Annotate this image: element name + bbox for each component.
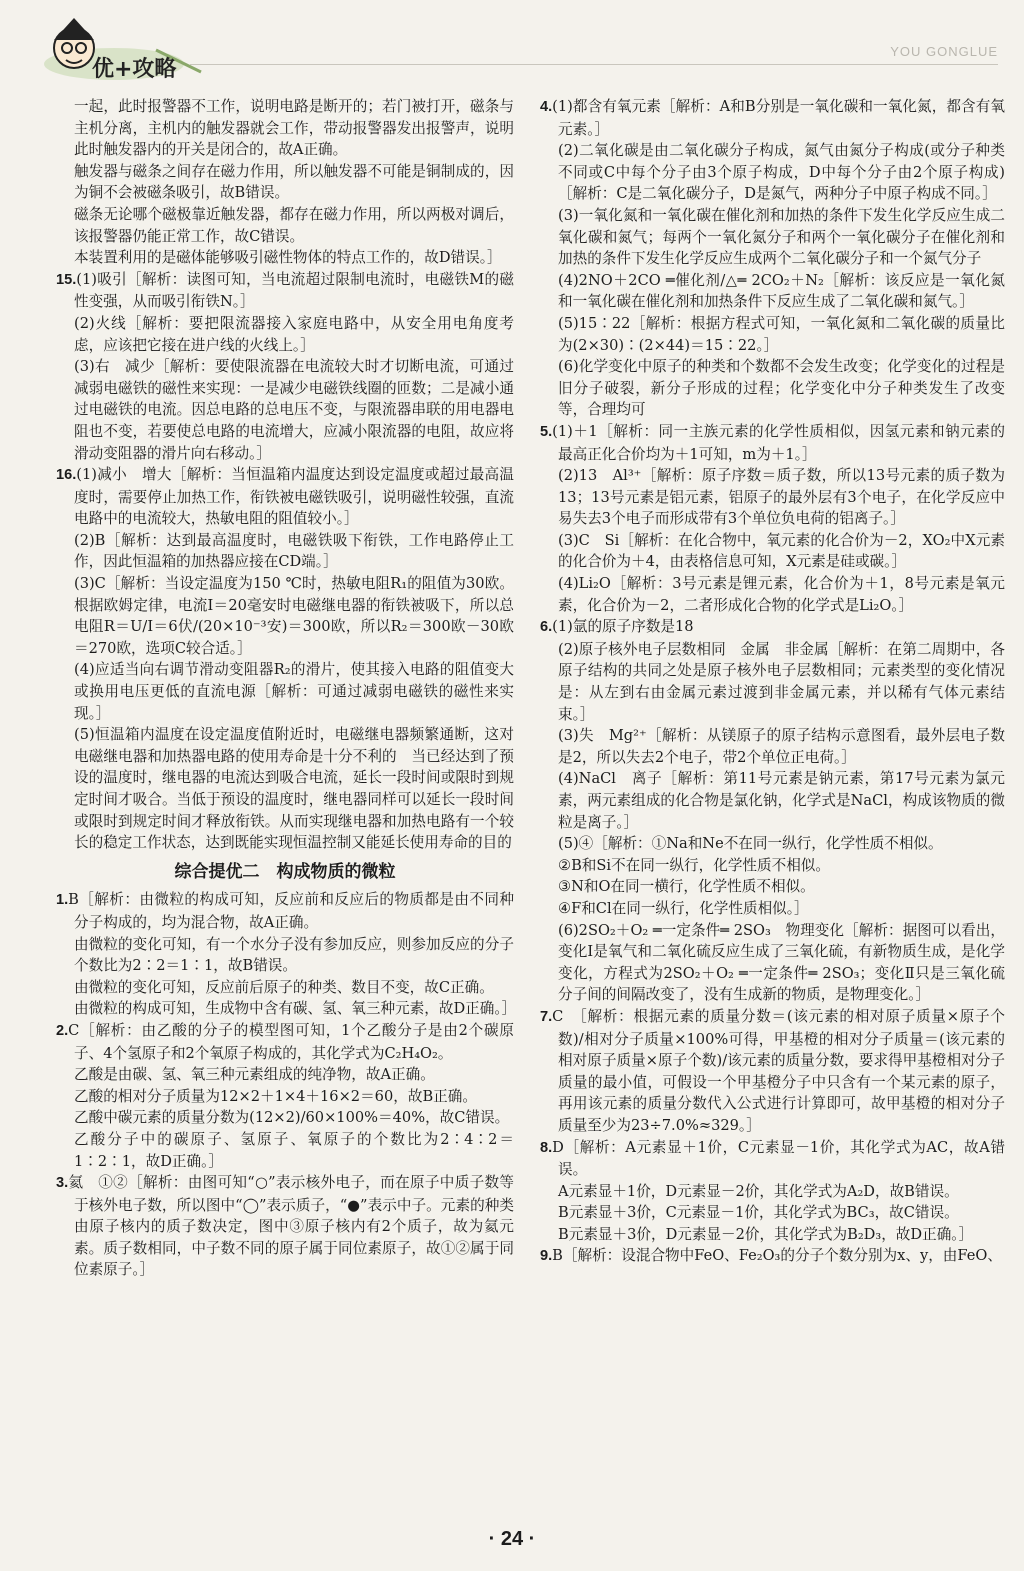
q6-text: (4)NaCl 离子［解析：第11号元素是钠元素，第17号元素为氯元素，两元素组成的化合物是氯化钠，化学式是NaCl，构成该物质的微粒是离子。］ <box>558 770 1005 831</box>
q6-text: ③N和O在同一横行，化学性质不相似。 <box>558 878 815 896</box>
question-3 <box>56 1172 514 1281</box>
question-number: 4. <box>540 99 553 115</box>
q15-text: (2)火线［解析：要把限流器接入家庭电路中，从安全用电角度考虑，应该把它接在进户线的火线上。］ <box>74 314 514 354</box>
question-6 <box>540 616 1005 639</box>
q6-text: (6)2SO₂＋O₂ ═一定条件═ 2SO₃ 物理变化［解析：据图可以看出，变化Ⅰ是氧气和二氧化硫反应生成了三氧化硫，有新物质生成，是化学变化，方程式为2SO₂＋O₂ ═一定条件═ 2SO₃；变化Ⅱ只是三氧化硫分子间的间隔改变了，没有生成新的物质，是物理变化。］ <box>558 921 1005 1004</box>
question-number: 15. <box>56 271 77 288</box>
header-right-text: YOU GONGLUE <box>890 44 998 59</box>
question-7 <box>540 1006 1005 1137</box>
question-2 <box>56 1020 514 1064</box>
q1-text: B［解析：由微粒的构成可知，反应前和反应后的物质都是由不同种分子构成的，均为混合物，故A正确。 <box>68 891 514 931</box>
q9-text: B［解析：设混合物中FeO、Fe₂O₃的分子个数分别为x、y，由FeO、 <box>552 1247 1002 1265</box>
q14-text: 本装置利用的是磁体能够吸引磁性物体的特点工作的，故D错误。］ <box>74 249 502 267</box>
q5-text: (3)C Si［解析：在化合物中，氧元素的化合价为－2，XO₂中X元素的化合价为＋4，由表格信息可知，X元素是硅或碳。］ <box>558 531 1005 571</box>
q4-text: (6)化学变化中原子的种类和个数都不会发生改变；化学变化的过程是旧分子破裂，新分子形成的过程；化学变化中分子种类发生了改变等，合理均可 <box>558 358 1005 419</box>
q16-text: (3)C［解析：当设定温度为150 ℃时，热敏电阻R₁的阻值为30欧。根据欧姆定律，电流I＝20毫安时电磁继电器的衔铁被吸下，所以总电阻R＝U/I＝6伏/(20×10⁻³安)＝300欧，所以R₂＝300欧－30欧＝270欧，选项C较合适。］ <box>74 575 514 657</box>
q5-text: (2)13 Al³⁺［解析：原子序数＝质子数，所以13号元素的质子数为13；13号元素是铝元素，铝原子的最外层有3个电子，在化学反应中易失去3个电子而形成带有3个单位负电荷的铝离子。］ <box>558 467 1005 528</box>
q5-text: (4)Li₂O［解析：3号元素是锂元素，化合价为＋1，8号元素是氧元素，化合价为－2，二者形成化合物的化学式是Li₂O。］ <box>558 575 1005 614</box>
q4-text: (4)2NO＋2CO ═催化剂/△═ 2CO₂＋N₂［解析：该反应是一氧化氮和一氧化碳在催化剂和加热条件下反应生成了二氧化碳和氮气。］ <box>558 271 1005 311</box>
q3-text: 氦 ①②［解析：由图可知“○”表示核外电子，而在原子中质子数等于核外电子数，所以图中“◯”表示质子，“●”表示中子。元素的种类由原子核内的质子数决定，图中③原子核内有2个质子，故为氦元素。质子数相同，中子数不同的原子属于同位素原子，故①②属于同位素原子。］ <box>68 1174 514 1279</box>
question-4 <box>540 96 1005 140</box>
question-number: 3. <box>56 1175 69 1192</box>
header-divider <box>190 64 998 65</box>
q2-text: 乙酸中碳元素的质量分数为(12×2)/60×100%＝40%，故C错误。 <box>74 1109 510 1127</box>
page-header <box>0 0 1024 92</box>
question-8 <box>540 1137 1005 1181</box>
q8-text: B元素显＋3价，C元素显－1价，其化学式为BC₃，故C错误。 <box>558 1204 959 1222</box>
q1-text: 由微粒的构成可知，生成物中含有碳、氢、氧三种元素，故D正确。］ <box>74 1000 517 1018</box>
q4-text: (5)15∶22［解析：根据方程式可知，一氧化氮和二氧化碳的质量比为(2×30)∶(2×44)＝15∶22。］ <box>558 314 1005 354</box>
q1-text: 由微粒的变化可知，有一个水分子没有参加反应，则参加反应的分子个数比为2∶2＝1∶1，故B错误。 <box>74 935 514 975</box>
q2-text: 乙酸是由碳、氢、氧三种元素组成的纯净物，故A正确。 <box>74 1066 435 1084</box>
question-16 <box>56 464 514 530</box>
q2-text: C［解析：由乙酸的分子的模型图可知，1个乙酸分子是由2个碳原子、4个氢原子和2个氧原子构成的，其化学式为C₂H₄O₂。 <box>68 1021 514 1062</box>
q6-text: ②B和Si不在同一纵行，化学性质不相似。 <box>558 856 830 874</box>
question-1 <box>56 889 514 933</box>
q15-text: (3)右 减少［解析：要使限流器在电流较大时才切断电流，可通过减弱电磁铁的磁性来实现：一是减少电磁铁线圈的匝数；二是减小通过电磁铁的电流。因总电路的总电压不变，与限流器串联的用电器电阻也不变，若要使总电路的电流增大，应减小限流器的电阻，故应将滑动变阻器的滑片向右移动。］ <box>74 358 514 462</box>
q8-text: A元素显＋1价，D元素显－2价，其化学式为A₂D，故B错误。 <box>558 1182 959 1200</box>
q4-text: (3)一氧化氮和一氧化碳在催化剂和加热的条件下发生化学反应生成二氧化碳和氮气；每两个一氧化氮分子和两个一氧化碳分子在催化剂和加热的条件下发生化学反应生成两个二氧化碳分子和一个氮气分子 <box>558 206 1005 268</box>
question-15 <box>56 269 514 313</box>
question-number: 5. <box>540 423 553 440</box>
q2-text: 乙酸分子中的碳原子、氢原子、氧原子的个数比为2∶4∶2＝1∶2∶1，故D正确。］ <box>74 1130 514 1170</box>
q1-text: 由微粒的变化可知，反应前后原子的种类、数目不变，故C正确。 <box>74 978 494 996</box>
q2-text: 乙酸的相对分子质量为12×2＋1×4＋16×2＝60，故B正确。 <box>74 1087 477 1105</box>
question-number: 1. <box>56 892 69 909</box>
left-column <box>56 96 517 1281</box>
q4-text: (2)二氧化碳是由二氧化碳分子构成，氮气由氮分子构成(或分子种类不同或C中每个分子由3个原子构成，D中每个分子由2个原子构成)［解析：C是二氧化碳分子，D是氮气，两种分子中原子构成不同。］ <box>558 142 1005 203</box>
q8-text: B元素显＋3价，D元素显－2价，其化学式为B₂D₃，故D正确。］ <box>558 1225 974 1243</box>
q14-text: 磁条无论哪个磁极靠近触发器，都存在磁力作用，所以两极对调后，该报警器仍能正常工作，故C错误。 <box>74 205 514 245</box>
q14-text: 触发器与磁条之间存在磁力作用，所以触发器不可能是铜制成的，因为铜不会被磁条吸引，故B错误。 <box>74 162 514 202</box>
q6-text: (5)④［解析：①Na和Ne不在同一纵行，化学性质不相似。 <box>558 835 943 853</box>
q16-text: (4)应适当向右调节滑动变阻器R₂的滑片，使其接入电路的阻值变大或换用电压更低的直流电源［解析：可通过减弱电磁铁的磁性来实现。］ <box>74 661 514 722</box>
q6-text: (1)氩的原子序数是18 <box>552 618 694 636</box>
q16-text: (1)减小 增大［解析：当恒温箱内温度达到设定温度或超过最高温度时，需要停止加热工作，衔铁被电磁铁吸引，说明磁性较强，直流电路中的电流较大，热敏电阻的阻值较小。］ <box>74 466 514 528</box>
q16-text: (5)恒温箱内温度在设定温度值附近时，电磁继电器频繁通断，这对电磁继电器和加热器电路的使用寿命是十分不利的 当已经达到了预设的温度时，继电器的电流达到吸合电流，延长一段时间或限时到规定时间才吸合。当低于预设的温度时，继电器同样可以延长一段时间或限时到规定时间才释放衔铁。从而实现继电器和加热电路有一个较长的稳定工作状态，达到既能实现恒温控制又能延长使用寿命的目的 <box>74 726 514 852</box>
q7-text: C ［解析：根据元素的质量分数＝(该元素的相对原子质量×原子个数)/相对分子质量×100%可得，甲基橙的相对分子质量＝(该元素的相对原子质量×原子个数)/该元素的质量分数，要求得甲基橙相对分子质量的最小值，可假设一个甲基橙分子中只含有一个某元素的原子，再用该元素的质量分数代入公式进行计算即可，故甲基橙的相对分子质量至少为23÷7.0%≈329。］ <box>552 1007 1005 1134</box>
section-title: 综合提优二 构成物质的微粒 <box>174 861 396 882</box>
brand-logo-text: 优+攻略 <box>92 57 177 82</box>
question-9 <box>540 1245 1005 1268</box>
q5-text: (1)＋1［解析：同一主族元素的化学性质相似，因氢元素和钠元素的最高正化合价均为＋1可知，m为＋1。］ <box>552 422 1005 463</box>
question-number: 16. <box>56 467 77 484</box>
q8-text: D［解析：A元素显＋1价，C元素显－1价，其化学式为AC，故A错误。 <box>552 1138 1005 1179</box>
question-number: 2. <box>56 1022 69 1039</box>
q6-text: ④F和Cl在同一纵行，化学性质相似。］ <box>558 899 809 917</box>
right-column <box>540 96 1005 1268</box>
question-number: 6. <box>540 619 553 636</box>
question-number: 8. <box>540 1139 553 1156</box>
question-5 <box>540 421 1005 465</box>
q16-text: (2)B［解析：达到最高温度时，电磁铁吸下衔铁，工作电路停止工作，因此恒温箱的加热器应接在CD端。］ <box>74 531 514 571</box>
q14-text: 一起，此时报警器不工作，说明电路是断开的；若门被打开，磁条与主机分离，主机内的触发器就会工作，带动报警器发出报警声，说明此时触发器内的开关是闭合的，故A正确。 <box>74 98 514 159</box>
q15-text: (1)吸引［解析：读图可知，当电流超过限制电流时，电磁铁M的磁性变强，从而吸引衔铁N。］ <box>74 270 514 311</box>
q4-text: (1)都含有氧元素［解析：A和B分别是一氧化碳和一氧化氮，都含有氧元素。］ <box>552 98 1005 138</box>
q6-text: (2)原子核外电子层数相同 金属 非金属［解析：在第二周期中，各原子结构的共同之处是原子核外电子层数相同；元素类型的变化情况是：从左到右由金属元素过渡到非金属元素，并以稀有气体元素结束。］ <box>558 640 1005 723</box>
question-number: 7. <box>540 1008 553 1025</box>
question-number: 9. <box>540 1248 553 1265</box>
page-number: · 24 · <box>488 1528 536 1550</box>
q6-text: (3)失 Mg²⁺［解析：从镁原子的原子结构示意图看，最外层电子数是2，所以失去2个电子，带2个单位正电荷。］ <box>558 727 1005 766</box>
